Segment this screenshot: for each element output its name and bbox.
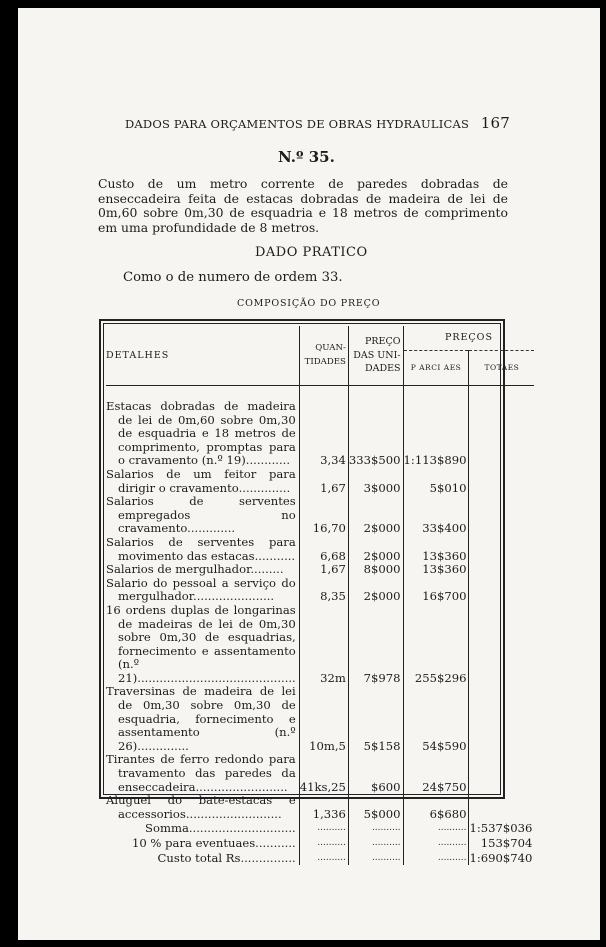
summary-total: 1:537$036: [469, 821, 533, 836]
dado-pratico-heading: DADO PRATICO: [255, 245, 368, 260]
summary-label: 10 % para eventuaes...........: [106, 836, 299, 851]
running-header: [125, 114, 510, 132]
row-quantity: 8,35: [299, 577, 348, 604]
summary-row: [106, 851, 534, 866]
row-detail: 16 ordens duplas de longarinas de madeiras de lei de 0m,30 sobre 0m,30 de esquadrias, fornecimento e assentamento (n.º 21)...........................................: [106, 604, 299, 686]
summary-row: [106, 821, 534, 836]
table-row: [106, 563, 534, 577]
summary-dots: ..........: [403, 851, 469, 866]
table-row: [106, 495, 534, 536]
col-header-quantidades: QUAN-TIDADES: [299, 326, 348, 386]
row-total-empty: [469, 753, 534, 794]
como-text: Como o de numero de ordem 33.: [123, 270, 343, 285]
col-header-totaes: TOTAES: [469, 351, 534, 386]
summary-row: [106, 836, 534, 851]
row-detail: Aluguel do bate-estacas e accessorios..........................: [106, 794, 299, 821]
row-total-empty: [469, 468, 534, 495]
row-unit-price: $600: [348, 753, 403, 794]
row-detail: Traversinas de madeira de lei de 0m,30 sobre 0m,30 de esquadria, fornecimento e assentamento (n.º 26)..............: [106, 685, 299, 753]
col-header-precos: PREÇOS: [444, 332, 493, 344]
row-quantity: 1,67: [299, 468, 348, 495]
row-partial-price: 5$010: [403, 468, 469, 495]
row-detail: Estacas dobradas de madeira de lei de 0m,60 sobre 0m,30 de esquadria e 18 metros de comprimento, promptas para o cravamento (n.º 19)............: [106, 400, 299, 468]
row-unit-price: 2$000: [348, 536, 403, 563]
row-partial-price: 16$700: [403, 577, 469, 604]
row-quantity: 1,67: [299, 563, 348, 577]
summary-dots: ..........: [403, 836, 469, 851]
row-detail: Salario do pessoal a serviço do mergulhador......................: [106, 577, 299, 604]
row-unit-price: 5$158: [348, 685, 403, 753]
row-partial-price: 255$296: [403, 604, 469, 686]
summary-label: Custo total Rs...............: [106, 851, 299, 866]
row-total-empty: [469, 577, 534, 604]
row-total-empty: [469, 536, 534, 563]
table-body: [106, 386, 534, 866]
summary-total: 153$704: [469, 836, 534, 851]
summary-dots: ..........: [348, 836, 403, 851]
summary-dots: ..........: [299, 836, 348, 851]
row-unit-price: 333$500: [348, 400, 403, 468]
row-quantity: 10m,5: [299, 685, 348, 753]
summary-dots: ..........: [299, 821, 348, 836]
row-quantity: 16,70: [299, 495, 348, 536]
row-quantity: 32m: [299, 604, 348, 686]
row-quantity: 1,336: [299, 794, 348, 821]
table-row: [106, 604, 534, 686]
description: Custo de um metro corrente de paredes dobradas de enseccadeira feita de estacas dobradas de madeira de lei de 0m,60 sobre 0m,30 de esquadria e 18 metros de comprimento em uma profundidade de 8 metros.: [98, 176, 508, 235]
summary-dots: ..........: [348, 851, 403, 866]
table-row: [106, 685, 534, 753]
row-unit-price: 2$000: [348, 495, 403, 536]
col-header-parciaes: P ARCI AES: [403, 351, 469, 386]
table-row: [106, 536, 534, 563]
composicao-title: COMPOSIÇÃO DO PREÇO: [237, 298, 381, 309]
row-total-empty: [469, 604, 534, 686]
row-total-empty: [469, 794, 534, 821]
col-header-detalhes: DETALHES: [106, 326, 299, 386]
row-total-empty: [469, 685, 534, 753]
price-table-frame: [99, 319, 533, 865]
summary-dots: ..........: [403, 821, 469, 836]
row-unit-price: 3$000: [348, 468, 403, 495]
row-detail: Tirantes de ferro redondo para travamento das paredes da enseccadeira.........................: [106, 753, 299, 794]
row-total-empty: [469, 495, 534, 536]
row-partial-price: 1:113$890: [403, 400, 469, 468]
row-partial-price: 54$590: [403, 685, 469, 753]
row-detail: Salarios de um feitor para dirigir o cravamento..............: [106, 468, 299, 495]
table-row: [106, 468, 534, 495]
price-table: [106, 326, 534, 865]
summary-dots: ..........: [299, 851, 348, 866]
row-partial-price: 24$750: [403, 753, 469, 794]
table-row: [106, 577, 534, 604]
row-detail: Salarios de serventes para movimento das estacas...........: [106, 536, 299, 563]
row-unit-price: 7$978: [348, 604, 403, 686]
row-partial-price: 6$680: [403, 794, 469, 821]
row-detail: Salarios de serventes empregados no cravamento.............: [106, 495, 299, 536]
row-total-empty: [469, 400, 534, 468]
row-unit-price: 2$000: [348, 577, 403, 604]
summary-label: Somma.............................: [106, 821, 299, 836]
table-row: [106, 753, 534, 794]
row-total-empty: [469, 563, 534, 577]
row-quantity: 6,68: [299, 536, 348, 563]
section-number: N.º 35.: [278, 148, 335, 166]
col-header-preco-unidades: PREÇO DAS UNI-DADES: [348, 326, 403, 386]
table-row: [106, 794, 534, 821]
row-quantity: 3,34: [299, 400, 348, 468]
table-row: [106, 400, 534, 468]
row-quantity: 41ks,25: [299, 753, 348, 794]
summary-dots: ..........: [348, 821, 403, 836]
running-title: DADOS PARA ORÇAMENTOS DE OBRAS HYDRAULICAS: [125, 117, 470, 131]
row-unit-price: 5$000: [348, 794, 403, 821]
row-partial-price: 33$400: [403, 495, 469, 536]
summary-total: 1:690$740: [469, 850, 533, 865]
page-number: 167: [480, 114, 510, 132]
row-unit-price: 8$000: [348, 563, 403, 577]
row-detail: Salarios de mergulhador.........: [106, 563, 299, 577]
row-partial-price: 13$360: [403, 563, 469, 577]
row-partial-price: 13$360: [403, 536, 469, 563]
